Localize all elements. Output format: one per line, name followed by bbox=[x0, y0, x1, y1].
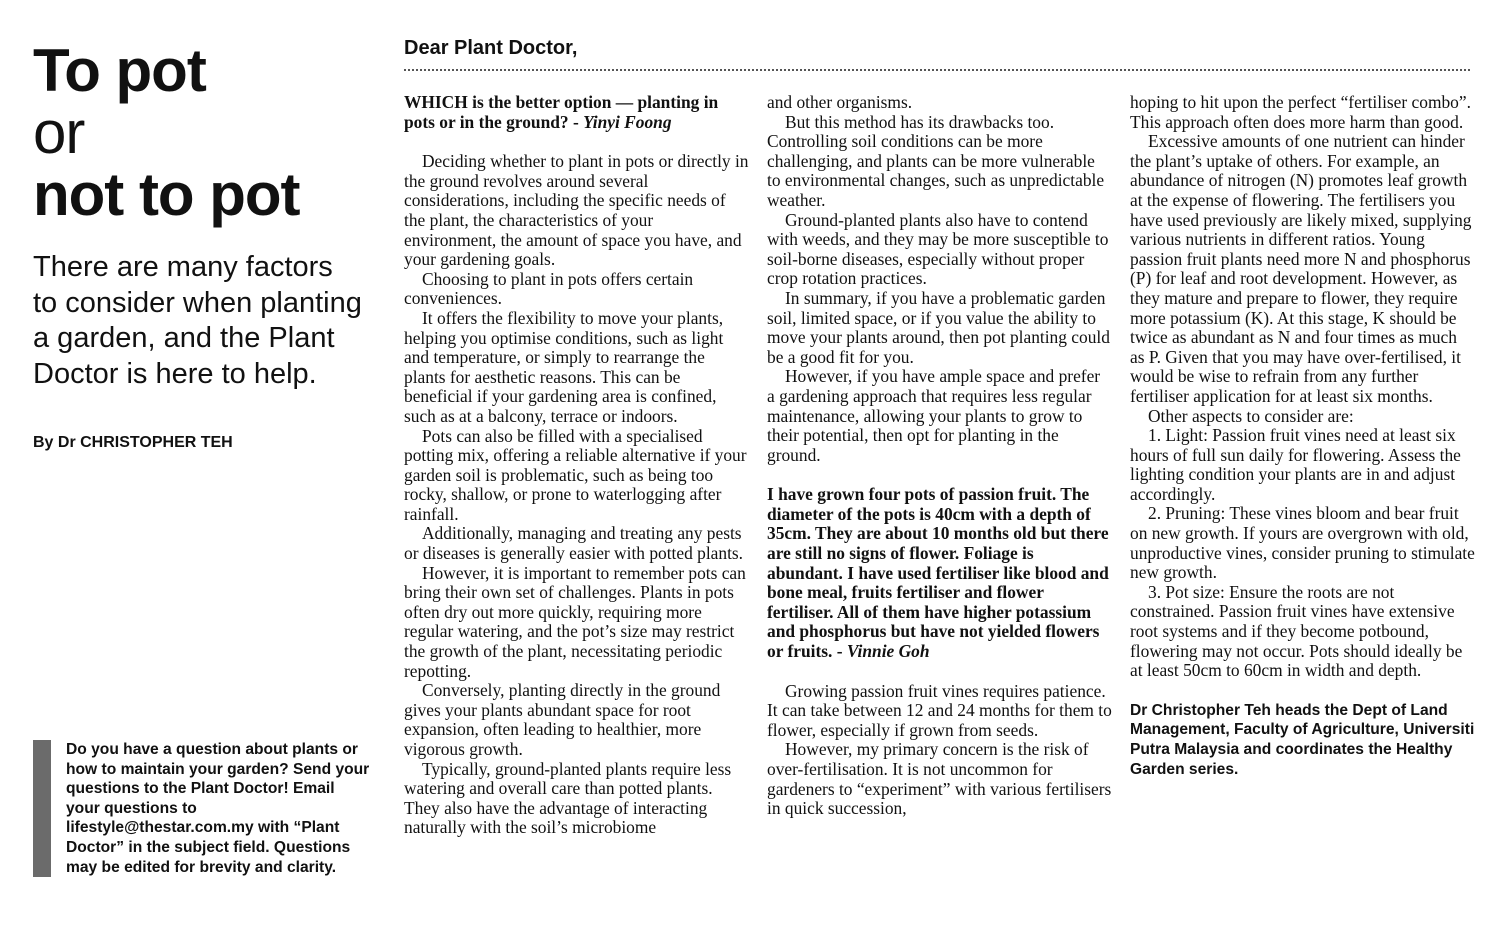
paragraph: Excessive amounts of one nutrient can hinder the plant’s uptake of others. For example, an abundance of nitrogen (N) promotes leaf growth at the expense of flowering. The fertilisers you have used previously are likely mixed, supplying various nutrients in different ratios. Young passion fruit plants need more N and phosphorus (P) for leaf and root development. However, as they mature and prepare to flower, they require more potassium (K). At this stage, K should be twice as abundant as N and four times as much as P. Given that you may have over-fertilised, it would be wise to refrain from any further fertiliser application for at least six months. bbox=[1130, 131, 1472, 406]
reader-questions-callout: Do you have a question about plants or how to maintain your garden? Send your questions to the Plant Doctor! Email your questions to lifestyle@thestar.com.my with “Plant Doctor” in the subject field. Questions may be edited for brevity and clarity. bbox=[33, 740, 371, 877]
spacer bbox=[1130, 681, 1475, 701]
byline: By Dr CHRISTOPHER TEH bbox=[33, 434, 233, 451]
paragraph: Choosing to plant in pots offers certain conveniences. bbox=[404, 268, 694, 309]
paragraph: Pots can also be filled with a specialised potting mix, offering a reliable alternative if your garden soil is problematic, such as being too rocky, shallow, or prone to waterlogging after rainfall. bbox=[404, 425, 747, 524]
paragraph: Conversely, planting directly in the ground gives your plants abundant space for root expansion, often leading to healthier, more vigorous growth. bbox=[404, 680, 721, 759]
reader-question-2 bbox=[767, 485, 1112, 661]
paragraph: However, it is important to remember pots can bring their own set of challenges. Plants in pots often dry out more quickly, requiring more regular watering, and the pot’s size may restrict the growth of the plant, necessitating periodic repotting. bbox=[404, 562, 746, 681]
article-column-1 bbox=[404, 93, 749, 838]
paragraph: Deciding whether to plant in pots or directly in the ground revolves around several considerations, including the specific needs of the plant, the characteristics of your environment, the amount of space you have, and your gardening goals. bbox=[404, 151, 749, 270]
paragraph: 3. Pot size: Ensure the roots are not constrained. Passion fruit vines have extensive root systems and if they become potbound, flowering may not occur. Pots should ideally be at least 50cm to 60cm in width and depth. bbox=[1130, 581, 1463, 681]
paragraph: It offers the flexibility to move your plants, helping you optimise conditions, such as light and temperature, or simply to rearrange the plants for aesthetic reasons. This can be beneficial if your gardening area is confined, such as at a balcony, terrace or indoors. bbox=[404, 307, 724, 426]
paragraph: Additionally, managing and treating any pests or diseases is generally easier with potted plants. bbox=[404, 523, 744, 564]
paragraph: But this method has its drawbacks too. Controlling soil conditions can be more challenging, and plants can be more vulnerable to environmental changes, such as unpredictable weather. bbox=[767, 111, 1105, 210]
paragraph: and other organisms. bbox=[767, 92, 913, 112]
question-1-text: WHICH is the better option — planting in pots or in the ground? - bbox=[404, 92, 719, 132]
article-column-3 bbox=[1130, 93, 1475, 779]
paragraph: Ground-planted plants also have to contend with weeds, and they may be more susceptible to soil-borne diseases, especially without proper crop rotation practices. bbox=[767, 209, 1109, 289]
paragraph: hoping to hit upon the perfect “fertiliser combo”. This approach often does more harm than good. bbox=[1130, 92, 1471, 132]
column-header: Dear Plant Doctor, bbox=[404, 37, 578, 59]
paragraph: Growing passion fruit vines requires patience. It can take between 12 and 24 months for them to flower, especially if grown from seeds. bbox=[767, 680, 1112, 740]
headline-line-1: To pot bbox=[33, 37, 206, 104]
paragraph: In summary, if you have a problematic garden soil, limited space, or if you value the ability to move your plants around, then pot planting could be a good fit for you. bbox=[767, 287, 1110, 367]
headline-line-3: not to pot bbox=[33, 161, 300, 228]
author-bio: Dr Christopher Teh heads the Dept of Land Management, Faculty of Agriculture, Universiti Putra Malaysia and coordinates the Healthy Garden series. bbox=[1130, 701, 1475, 778]
question-2-author: Vinnie Goh bbox=[846, 641, 930, 662]
article-deck: There are many factors to consider when planting a garden, and the Plant Doctor is here to help. bbox=[33, 251, 362, 390]
reader-question-1 bbox=[404, 93, 749, 132]
spacer bbox=[404, 132, 749, 152]
headline-block bbox=[33, 37, 363, 452]
paragraph: Typically, ground-planted plants require less watering and overall care than potted plants. They also have the advantage of interacting naturally with the soil’s microbiome bbox=[404, 758, 732, 838]
paragraph: 1. Light: Passion fruit vines need at least six hours of full sun daily for flowering. Assess the lighting condition your plants are in and adjust accordingly. bbox=[1130, 425, 1461, 504]
question-1-author: Yinyi Foong bbox=[583, 111, 672, 132]
spacer bbox=[767, 465, 1112, 485]
spacer bbox=[767, 662, 1112, 682]
paragraph: However, my primary concern is the risk of over-fertilisation. It is not uncommon for gardeners to “experiment” with various fertilisers in quick succession, bbox=[767, 739, 1112, 819]
paragraph: 2. Pruning: These vines bloom and bear fruit on new growth. If yours are overgrown with old, unproductive vines, consider pruning to stimulate new growth. bbox=[1130, 503, 1475, 583]
headline-line-2: or bbox=[33, 99, 85, 166]
paragraph: Other aspects to consider are: bbox=[1148, 405, 1354, 426]
dotted-divider bbox=[404, 69, 1470, 71]
question-2-text: I have grown four pots of passion fruit. The diameter of the pots is 40cm with a depth of 35cm. They are about 10 months old but there are still no signs of flower. Foliage is abundant. I have used fertiliser like blood and bone meal, fruits fertiliser and flower fertiliser. All of them have higher potassium and phosphorus but have not yielded flowers or fruits. - bbox=[767, 484, 1109, 662]
paragraph: However, if you have ample space and prefer a gardening approach that requires less regular maintenance, allowing your plants to grow to their potential, then opt for planting in the ground. bbox=[767, 366, 1101, 465]
article-column-2 bbox=[767, 93, 1112, 819]
